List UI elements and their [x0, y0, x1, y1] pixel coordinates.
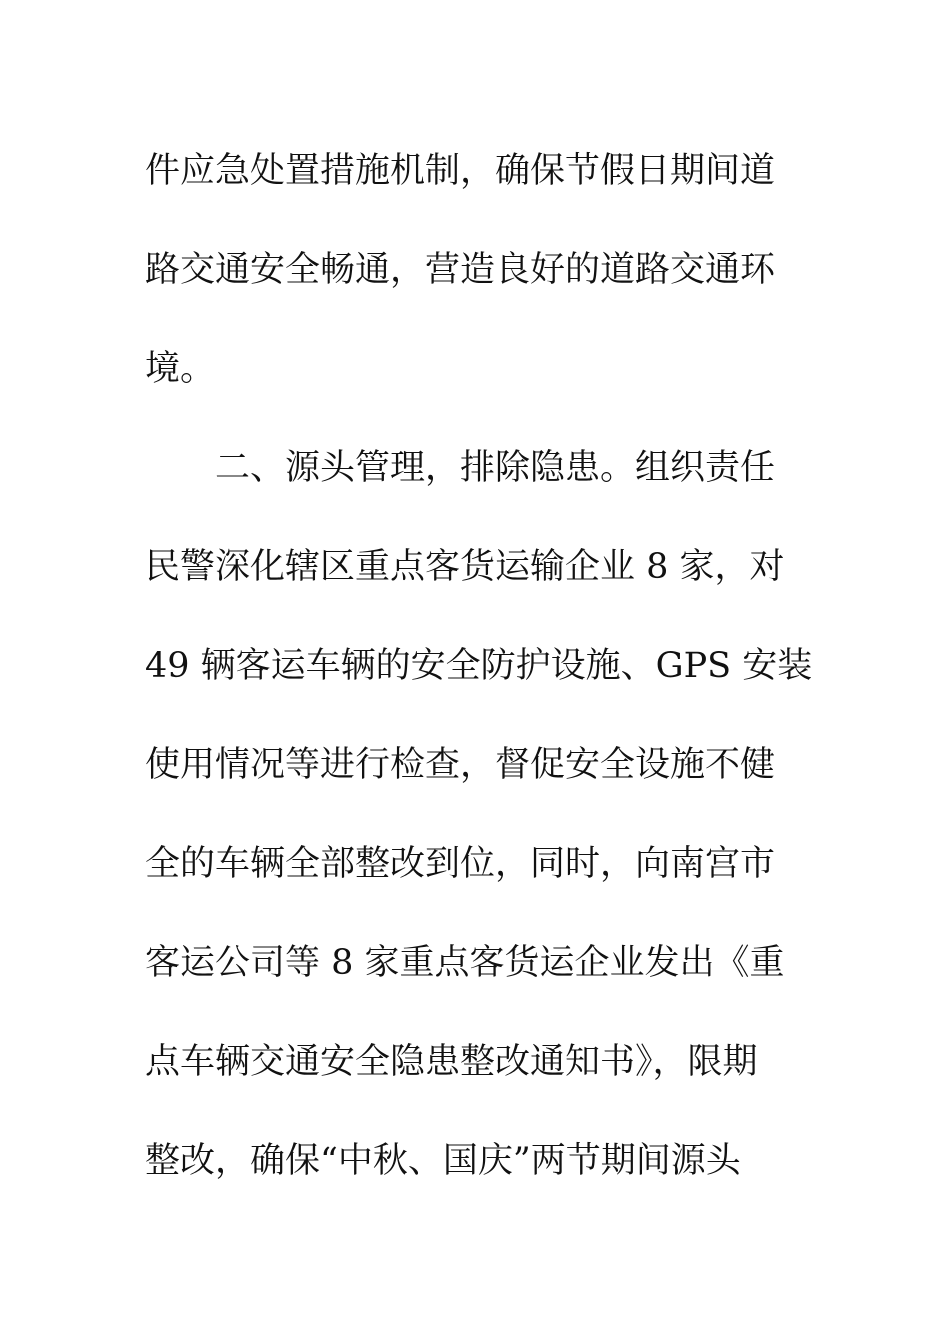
text-line-11: 整改，确保“中秋、国庆”两节期间源头: [145, 1141, 741, 1181]
text-line-9: 客运公司等 8 家重点客货运企业发出《重: [145, 943, 785, 983]
text-line-2: 路交通安全畅通，营造良好的道路交通环: [145, 250, 776, 290]
text-line-7: 使用情况等进行检查，督促安全设施不健: [145, 745, 776, 785]
text-line-3: 境。: [145, 349, 216, 389]
text-line-10: 点车辆交通安全隐患整改通知书》，限期: [145, 1042, 758, 1082]
text-line-1: 件应急处置措施机制，确保节假日期间道: [145, 151, 776, 191]
text-line-4-section-heading: 二、源头管理，排除隐患。组织责任: [215, 448, 776, 488]
text-line-8: 全的车辆全部整改到位，同时，向南宫市: [145, 844, 776, 884]
text-line-6: 49 辆客运车辆的安全防护设施、GPS 安装: [145, 646, 813, 686]
text-line-5: 民警深化辖区重点客货运输企业 8 家，对: [145, 547, 785, 587]
body-text: [145, 122, 813, 1211]
